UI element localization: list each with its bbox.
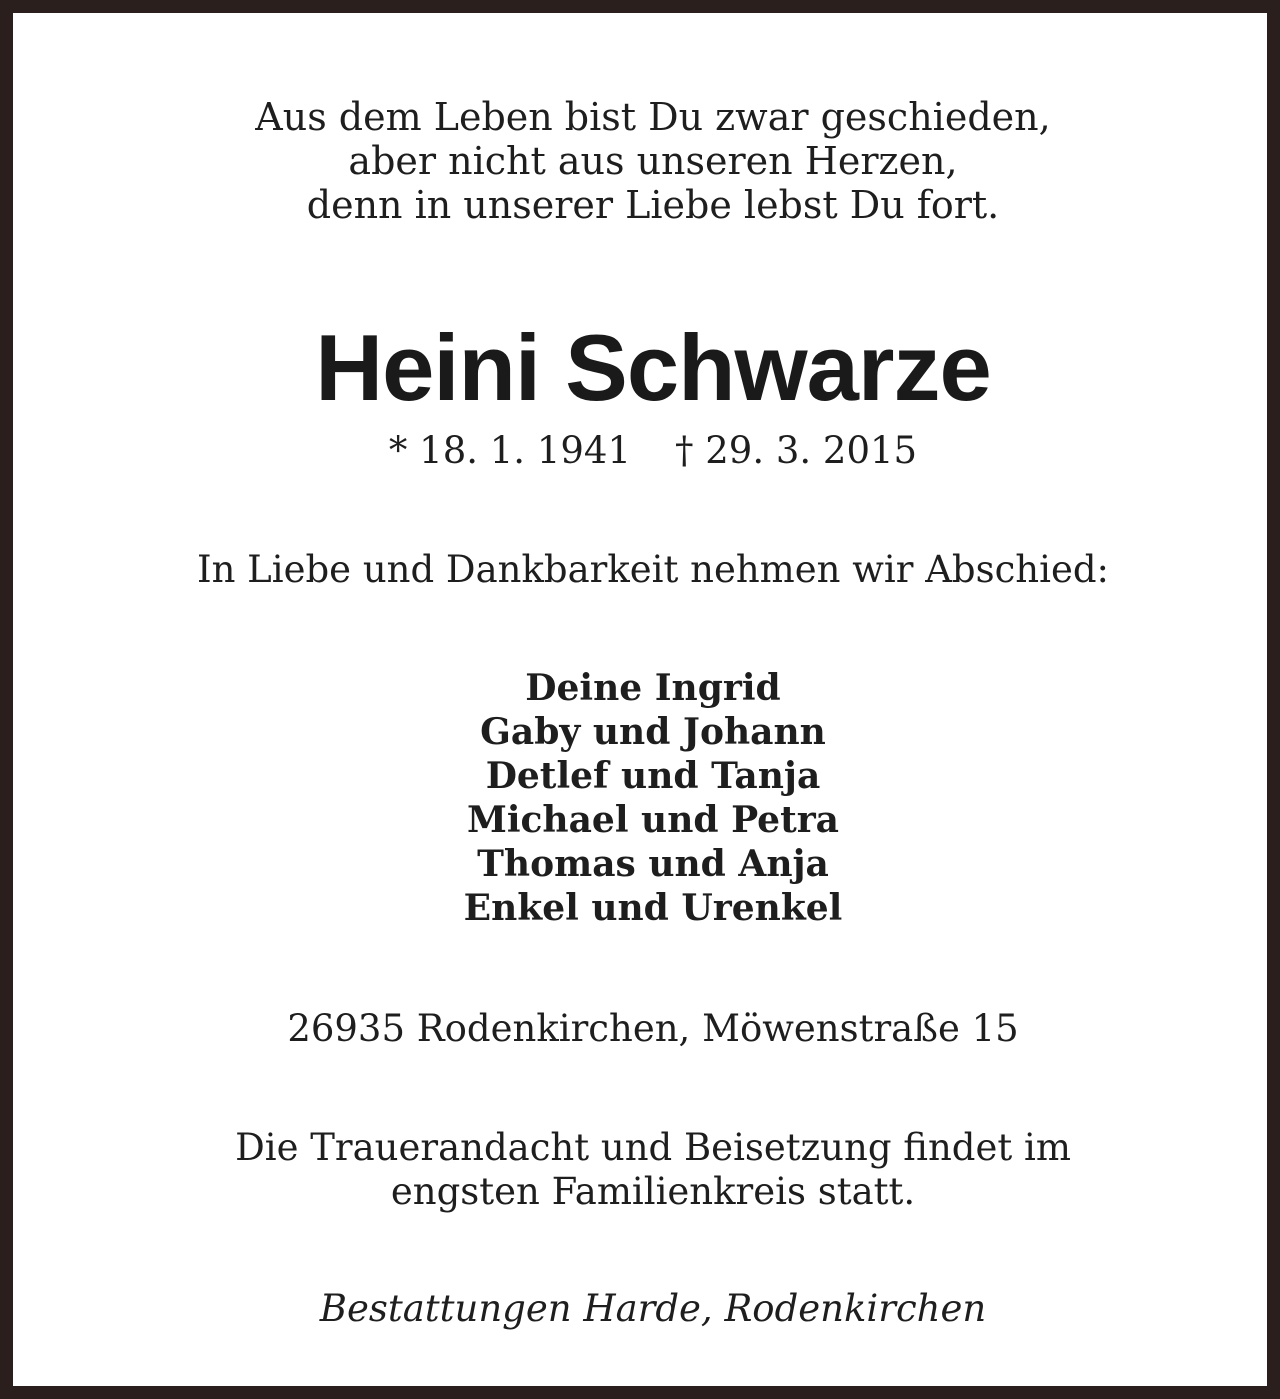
family-member: Gaby und Johann [480, 711, 826, 753]
undertaker: Bestattungen Harde, Rodenkirchen [319, 1287, 987, 1330]
poem-line-1: Aus dem Leben bist Du zwar geschieden, [255, 95, 1051, 139]
death-date: † 29. 3. 2015 [675, 429, 918, 472]
family-member: Michael und Petra [466, 799, 840, 841]
farewell-intro: In Liebe und Dankbarkeit nehmen wir Abschied: [196, 548, 1110, 591]
funeral-notice-line-2: engsten Familienkreis statt. [390, 1170, 916, 1213]
family-member: Deine Ingrid [525, 667, 781, 709]
address: 26935 Rodenkirchen, Möwenstraße 15 [287, 1007, 1019, 1050]
life-dates [13, 429, 1280, 473]
deceased-name: Heini Schwarze [315, 315, 991, 420]
family-member: Enkel und Urenkel [463, 887, 843, 929]
family-member: Thomas und Anja [477, 843, 829, 885]
poem-line-3: denn in unserer Liebe lebst Du fort. [306, 183, 1000, 227]
funeral-notice-line-1: Die Trauerandacht und Beisetzung findet im [235, 1126, 1071, 1169]
family-member: Detlef und Tanja [485, 755, 821, 797]
birth-date: * 18. 1. 1941 [388, 429, 631, 472]
poem-line-2: aber nicht aus unseren Herzen, [348, 139, 958, 183]
